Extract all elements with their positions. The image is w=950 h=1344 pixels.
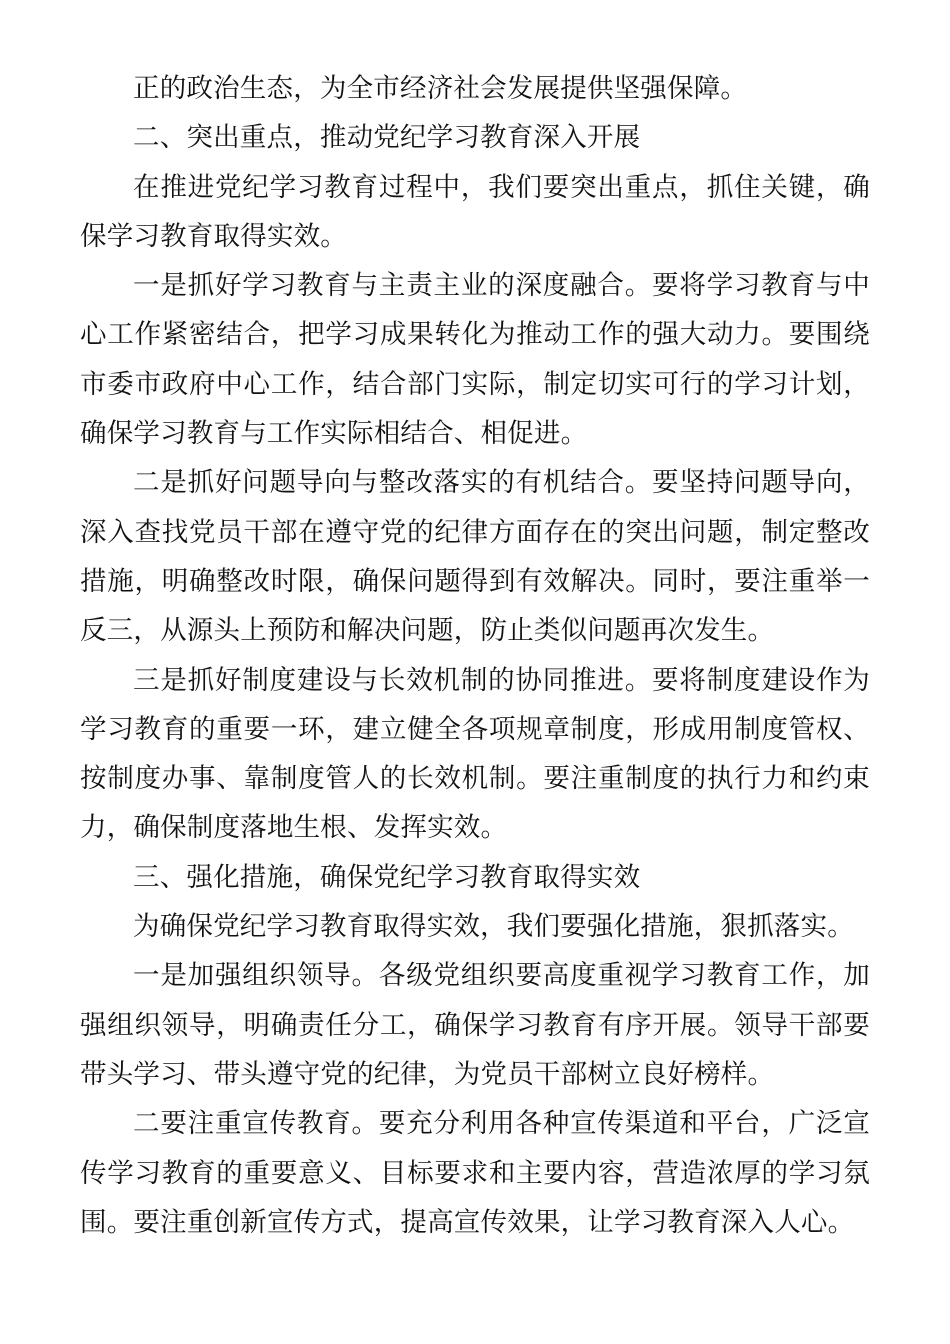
paragraph-5: 三是抓好制度建设与长效机制的协同推进。要将制度建设作为学习教育的重要一环，建立健全各项规章制度，形成用制度管权、按制度办事、靠制度管人的长效机制。要注重制度的执行力和约束力，确保制度落地生根、发挥实效。 [80, 664, 870, 844]
paragraph-8: 二要注重宣传教育。要充分利用各种宣传渠道和平台，广泛宣传学习教育的重要意义、目标要求和主要内容，营造浓厚的学习氛围。要注重创新宣传方式，提高宣传效果，让学习教育深入人心。 [80, 1108, 870, 1238]
paragraph-6: 为确保党纪学习教育取得实效，我们要强化措施，狠抓落实。 [133, 911, 854, 943]
paragraph-1: 正的政治生态，为全市经济社会发展提供坚强保障。 [133, 73, 748, 104]
document-body [80, 64, 870, 1247]
paragraph-2: 在推进党纪学习教育过程中，我们要突出重点，抓住关键，确保学习教育取得实效。 [80, 171, 870, 252]
section-heading-2: 二、突出重点，推动党纪学习教育深入开展 [133, 122, 641, 154]
paragraph-4: 二是抓好问题导向与整改落实的有机结合。要坚持问题导向，深入查找党员干部在遵守党的纪律方面存在的突出问题，制定整改措施，明确整改时限，确保问题得到有效解决。同时，要注重举一反三，从源头上预防和解决问题，防止类似问题再次发生。 [80, 467, 870, 647]
paragraph-3: 一是抓好学习教育与主责主业的深度融合。要将学习教育与中心工作紧密结合，把学习成果转化为推动工作的强大动力。要围绕市委市政府中心工作，结合部门实际，制定切实可行的学习计划，确保学习教育与工作实际相结合、相促进。 [80, 270, 870, 450]
paragraph-7: 一是加强组织领导。各级党组织要高度重视学习教育工作，加强组织领导，明确责任分工，确保学习教育有序开展。领导干部要带头学习、带头遵守党的纪律，为党员干部树立良好榜样。 [80, 960, 870, 1090]
section-heading-3: 三、强化措施，确保党纪学习教育取得实效 [133, 861, 641, 893]
